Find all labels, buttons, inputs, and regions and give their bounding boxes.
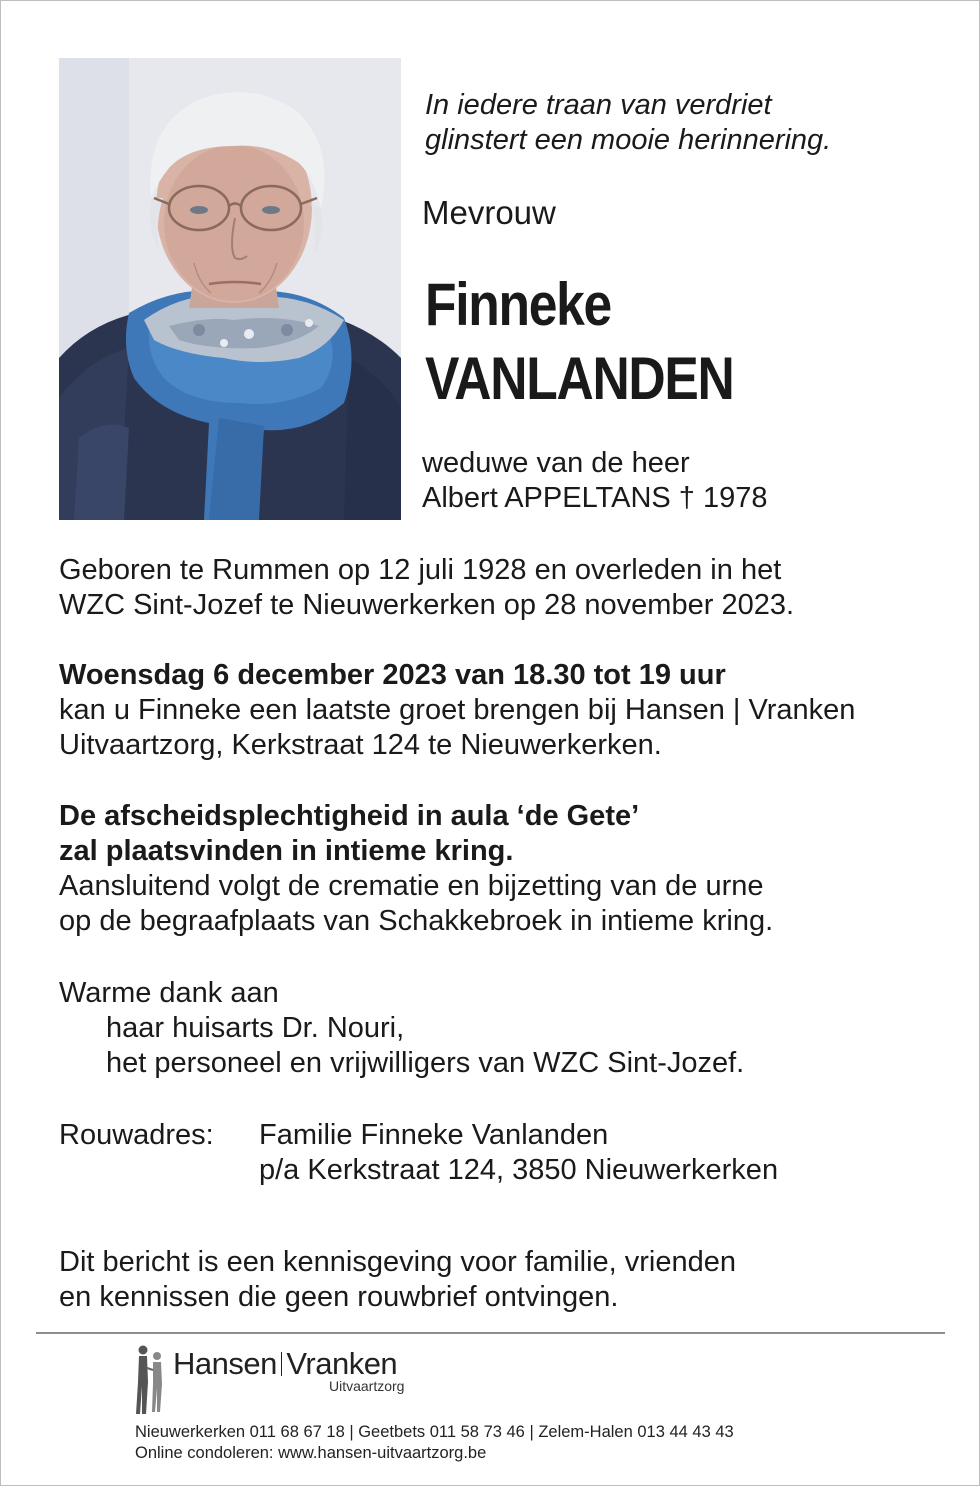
notice-line-2: en kennissen die geen rouwbrief ontvingen.	[59, 1281, 619, 1313]
birth-death-paragraph	[59, 553, 794, 623]
honorific: Mevrouw	[422, 194, 556, 231]
ceremony-paragraph	[59, 799, 773, 939]
figures-logo-icon	[133, 1342, 167, 1420]
birth-death-line-1: Geboren te Rummen op 12 juli 1928 en overleden in het	[59, 554, 782, 586]
logo-separator	[281, 1352, 283, 1376]
thanks-line-2: het personeel en vrijwilligers van WZC Sint-Jozef.	[106, 1047, 745, 1079]
deceased-name	[425, 268, 733, 416]
portrait-photo	[59, 58, 401, 520]
widow-line-1: weduwe van de heer	[422, 447, 690, 479]
visitation-line-1: kan u Finneke een laatste groet brengen bij Hansen | Vranken	[59, 694, 856, 726]
portrait-illustration	[59, 58, 401, 520]
address-line-2: p/a Kerkstraat 124, 3850 Nieuwerkerken	[259, 1154, 779, 1186]
logo-name-left: Hansen	[173, 1346, 277, 1381]
birth-death-line-2: WZC Sint-Jozef te Nieuwerkerken op 28 november 2023.	[59, 589, 795, 621]
last-name: VANLANDEN	[425, 345, 734, 412]
ceremony-heading-2: zal plaatsvinden in intieme kring.	[59, 835, 514, 867]
footer-contacts	[135, 1422, 734, 1464]
thanks-paragraph	[59, 976, 744, 1081]
quote-line-1: In iedere traan van verdriet	[425, 89, 772, 121]
ceremony-line-1: Aansluitend volgt de crematie en bijzetting van de urne	[59, 870, 764, 902]
widow-line-2: Albert APPELTANS † 1978	[422, 482, 768, 514]
first-name: Finneke	[425, 271, 611, 338]
visitation-line-2: Uitvaartzorg, Kerkstraat 124 te Nieuwerkerken.	[59, 729, 662, 761]
visitation-paragraph	[59, 658, 855, 763]
funeral-home-logo	[133, 1342, 453, 1422]
visitation-heading: Woensdag 6 december 2023 van 18.30 tot 19 uur	[59, 659, 726, 691]
quote-line-2: glinstert een mooie herinnering.	[425, 124, 832, 156]
notice-paragraph	[59, 1245, 736, 1315]
thanks-intro: Warme dank aan	[59, 977, 279, 1009]
address-line-1: Familie Finneke Vanlanden	[259, 1119, 609, 1151]
footer-divider	[36, 1332, 945, 1334]
memorial-quote	[425, 88, 831, 158]
ceremony-line-2: op de begraafplaats van Schakkebroek in intieme kring.	[59, 905, 774, 937]
ceremony-heading-1: De afscheidsplechtigheid in aula ‘de Gete’	[59, 800, 640, 832]
footer-online-condolences: Online condoleren: www.hansen-uitvaartzorg.be	[135, 1444, 487, 1462]
widow-of	[422, 446, 768, 516]
address-lines	[259, 1118, 778, 1188]
address-label: Rouwadres:	[59, 1119, 214, 1151]
footer-phone-numbers: Nieuwerkerken 011 68 67 18 | Geetbets 011 58 73 46 | Zelem-Halen 013 44 43 43	[135, 1423, 734, 1441]
logo-subtitle: Uitvaartzorg	[329, 1378, 405, 1394]
logo-wordmark	[173, 1346, 397, 1382]
notice-line-1: Dit bericht is een kennisgeving voor familie, vrienden	[59, 1246, 737, 1278]
thanks-line-1: haar huisarts Dr. Nouri,	[106, 1012, 405, 1044]
logo-name-right: Vranken	[286, 1346, 398, 1381]
